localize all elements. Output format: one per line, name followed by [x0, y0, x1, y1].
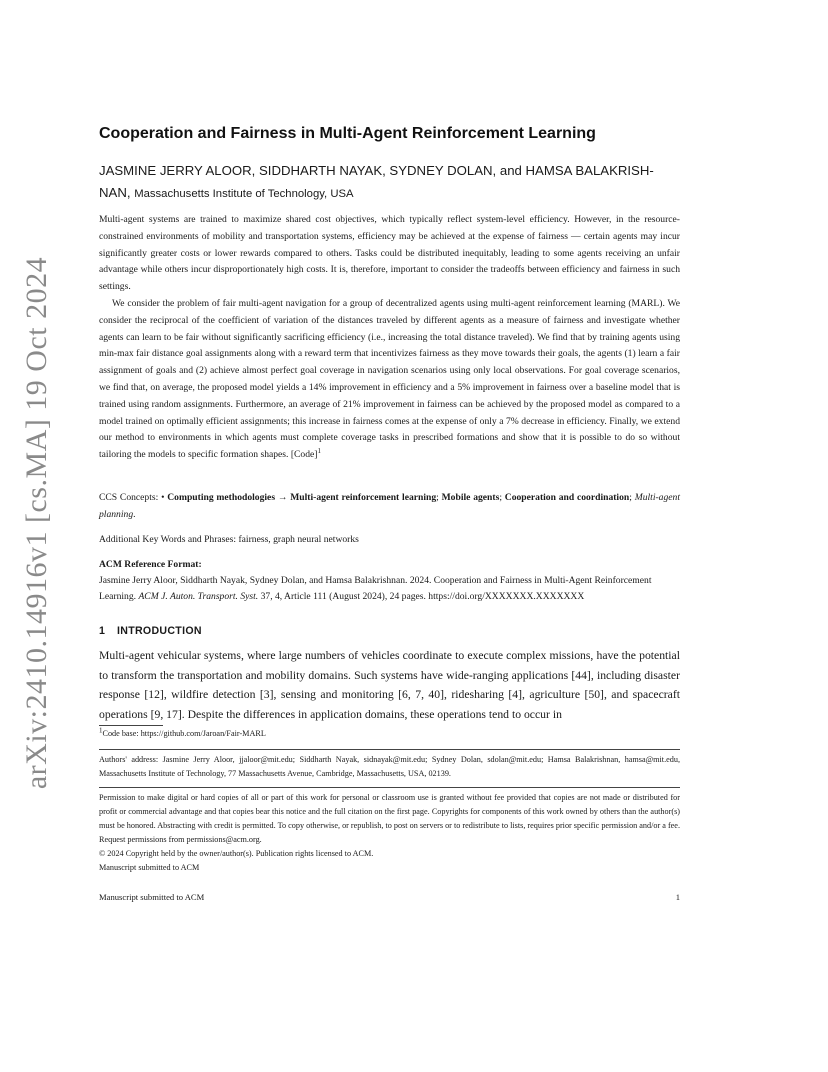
- acm-reference: [99, 557, 680, 606]
- ccs-concept-2: Multi-agent reinforcement learning: [290, 492, 437, 503]
- ccs-separator-2: ;: [499, 492, 505, 503]
- manuscript-line: Manuscript submitted to ACM: [99, 863, 200, 872]
- section-title: INTRODUCTION: [117, 625, 202, 637]
- page-number: 1: [675, 892, 680, 902]
- divider-rule: [99, 787, 680, 788]
- footer-label: Manuscript submitted to ACM: [99, 892, 205, 902]
- author-names-line-2: [99, 182, 680, 205]
- arxiv-sidebar-stamp: [12, 256, 62, 789]
- ccs-concept-4: Cooperation and coordination: [504, 492, 630, 503]
- page-footer: [99, 891, 680, 903]
- ccs-separator-3: ;: [629, 492, 635, 503]
- acm-reference-journal: ACM J. Auton. Transport. Syst.: [138, 591, 259, 603]
- paper-title: Cooperation and Fairness in Multi-Agent Reinforcement Learning: [99, 125, 596, 142]
- authors-address: Authors' address: Jasmine Jerry Aloor, jjaloor@mit.edu; Siddharth Nayak, sidnayak@mit.edu; Sydney Dolan, sdolan@mit.edu; Hamsa Balakrishnan, hamsa@mit.edu, Massachusetts Institute of Technology, 77 Massachusetts Avenue, Cambridge, Massachusetts, USA, 02139.: [99, 755, 680, 778]
- author-names-tail: NAN,: [99, 185, 131, 200]
- keywords: Additional Key Words and Phrases: fairness, graph neural networks: [99, 534, 359, 545]
- ccs-separator-1: ;: [436, 492, 442, 503]
- footnote-marker: 1: [317, 446, 321, 455]
- abstract-paragraph-2: [99, 296, 680, 464]
- ccs-concept-1: Computing methodologies: [167, 492, 276, 503]
- ccs-end: .: [133, 508, 136, 520]
- permission-text: Permission to make digital or hard copies of all or part of this work for personal or classroom use is granted without fee provided that copies are not made or distributed for profit or commercial advantage and that copies bear this notice and the full citation on the first page. Copyrights for components of this work owned by others than the author(s) must be honored. Abstracting with credit is permitted. To copy otherwise, or republish, to post on servers or to redistribute to lists, requires prior specific permission and/or a fee. Request permissions from permissions@acm.org.: [99, 793, 680, 844]
- abstract: [99, 212, 680, 464]
- acm-reference-heading: ACM Reference Format:: [99, 559, 202, 570]
- arxiv-identifier: arXiv:2410.14916v1 [cs.MA] 19 Oct 2024: [20, 256, 53, 789]
- footnote: [99, 728, 680, 740]
- author-names-line-1: JASMINE JERRY ALOOR, SIDDHARTH NAYAK, SYDNEY DOLAN, and HAMSA BALAKRISH-: [99, 163, 654, 178]
- intro-paragraph: Multi-agent vehicular systems, where large numbers of vehicles coordinate to execute complex missions, have the potential to transform the transportation and mobility domains. Such systems have wide-ranging applications [44], including disaster response [12], wildfire detection [3], sensing and monitoring [6, 7, 40], ridesharing [4], agriculture [50], and spacecraft operations [9, 17]. Despite the differences in application domains, these operations tend to occur in: [99, 649, 680, 721]
- divider-rule: [99, 749, 680, 750]
- footnote-rule: [99, 725, 163, 726]
- permission-block: [99, 791, 680, 875]
- ccs-concept-5: Multi-agent planning: [99, 492, 680, 520]
- abstract-paragraph-1: Multi-agent systems are trained to maximize shared cost objectives, which typically reflect system-level efficiency. However, in the resource-constrained environments of mobility and transportation systems, efficiency may be achieved at the expense of fairness — certain agents may incur significantly greater costs or lower rewards compared to others. Tasks could be distributed inequitably, leading to some agents receiving an unfair advantage while others incur disproportionately high costs. It is, therefore, important to consider the tradeoffs between efficiency and fairness in such settings.: [99, 214, 680, 293]
- copyright-line: © 2024 Copyright held by the owner/author(s). Publication rights licensed to ACM.: [99, 849, 374, 858]
- footnote-text: Code base: https://github.com/Jaroan/Fair-MARL: [102, 729, 266, 738]
- acm-reference-citation: Jasmine Jerry Aloor, Siddharth Nayak, Sydney Dolan, and Hamsa Balakrishnan. 2024. Cooperation and Fairness in Multi-Agent Reinforcement Learning.: [99, 575, 652, 603]
- abstract-paragraph-2-text: We consider the problem of fair multi-agent navigation for a group of decentralized agents using multi-agent reinforcement learning (MARL). We consider the reciprocal of the coefficient of variation of the distances traveled by different agents as a measure of fairness and investigate whether agents can learn to be fair without significantly sacrificing efficiency (i.e., increasing the total distance traveled). We find that by training agents using min-max fair distance goal assignments along with a reward term that incentivizes fairness as they move towards their goals, the agents (1) learn a fair assignment of goals and (2) achieve almost perfect goal coverage in navigation scenarios using only local observations. For goal coverage scenarios, we find that, on average, the proposed model yields a 14% improvement in efficiency and a 5% improvement in fairness over a baseline model that is trained using random assignments. Furthermore, an average of 21% improvement in fairness can be achieved by the proposed model as compared to a model trained on optimally efficient assignments; this increase in fairness comes at the expense of only a 7% decrease in efficiency. Finally, we extend our method to environments in which agents must complete coverage tasks in prescribed formations and show that it is possible to do so without tailoring the models to specific formation shapes. [Code]: [99, 297, 680, 461]
- section-number: 1: [99, 625, 106, 637]
- acm-reference-details: 37, 4, Article 111 (August 2024), 24 pages. https://doi.org/XXXXXXX.XXXXXXX: [258, 591, 585, 603]
- acm-reference-text: [99, 573, 680, 605]
- footnote-mark: 1: [99, 726, 103, 735]
- author-affiliation: Massachusetts Institute of Technology, USA: [134, 188, 354, 200]
- section-heading: [99, 625, 680, 637]
- author-block: [99, 160, 680, 205]
- ccs-concept-3: Mobile agents: [441, 492, 500, 503]
- ccs-concepts: [99, 490, 680, 523]
- ccs-label: CCS Concepts: •: [99, 492, 165, 503]
- ccs-arrow: →: [275, 492, 291, 503]
